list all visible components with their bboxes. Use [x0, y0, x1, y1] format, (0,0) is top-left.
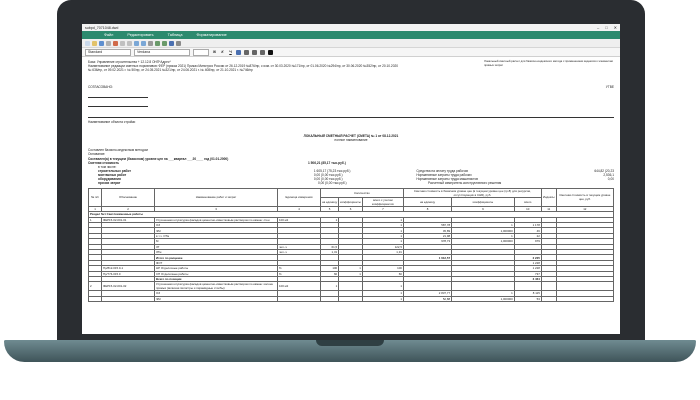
column-number: 9 — [452, 206, 515, 211]
toolbar — [82, 39, 620, 48]
style-select[interactable]: Standard — [85, 49, 131, 56]
table-cell-cur — [556, 282, 613, 291]
summary-value: 0,00 (0,00 тыс.руб.) — [313, 176, 343, 181]
table-header: всего — [514, 197, 541, 206]
close-icon[interactable]: ✕ — [613, 25, 617, 30]
basis-line: Составлен базисно-индексным методом — [88, 148, 148, 153]
calc-subtitle: полное наименование — [334, 138, 368, 143]
table-cell-q2 — [339, 282, 363, 291]
table-header: коэффициенты — [452, 197, 515, 206]
table-cell-c3: 1 228 — [514, 266, 541, 271]
approved-label: УТВЕ — [605, 84, 614, 89]
summary-right-label: Средства на оплату труда рабочих — [416, 168, 469, 173]
table-cell-name: М — [155, 239, 278, 244]
table-cell-q2: 1 — [339, 271, 363, 276]
table-cell-c1: 1 612,57 — [403, 255, 451, 260]
bold-icon[interactable]: Ж — [212, 50, 217, 54]
table-header: на единицу — [321, 197, 339, 206]
copy-icon[interactable] — [120, 41, 125, 46]
table-cell-code: Пр/774-015.0 — [102, 271, 155, 276]
table-header: Сметная стоимость в текущем уровне цен, руб. — [556, 188, 613, 206]
table-cell-c3: 979 — [514, 239, 541, 244]
summary-right-value: 2,536,1 — [603, 172, 614, 177]
table-cell-c2: 1,000000 — [452, 239, 515, 244]
save-icon[interactable] — [99, 41, 104, 46]
insert-column-icon[interactable] — [162, 41, 167, 46]
table-cell-q1: 1 — [321, 282, 339, 291]
justify-icon[interactable] — [260, 50, 265, 55]
table-cell-name: Всего по позиции — [155, 276, 278, 281]
summary-label: в том числе: — [98, 164, 117, 169]
table-cell-name: в т.ч. ОТм — [155, 233, 278, 238]
text-color-icon[interactable] — [268, 50, 273, 55]
summary-right-label: Расчетный измеритель конструктивного решения — [428, 180, 502, 185]
section-title: Раздел №1 Светлокаменные работы — [89, 212, 614, 217]
table-group-header: Сметная стоимость в базисном уровне цен (в текущем уровне цен (гр.8) для ресурсов, отсутствующих в СНБ), руб. — [403, 188, 541, 197]
summary-label: монтажных работ — [98, 172, 127, 177]
table-cell-q1: 1,31 — [321, 249, 339, 254]
basis-line: Основание: — [88, 152, 106, 157]
table-cell-q3: 1 — [362, 296, 403, 301]
table-row[interactable] — [89, 282, 614, 291]
table-cell-q3: 1 — [362, 223, 403, 228]
menu-bar — [82, 31, 620, 39]
table-cell-c3: 46 — [514, 228, 541, 233]
summary-label: прочих затрат — [98, 180, 121, 185]
table-cell-q3: 1 — [362, 228, 403, 233]
table-header: № п/п — [89, 188, 102, 206]
table-cell-q3: 1 — [362, 282, 403, 291]
header-line: Наименование редакции сметных нормативов: ФЕР (приказ 2021) Приказ Минстроя России от 26.12.2019 №876/пр, с изм. от 30.03.2020 №171/пр, от 01.06.2020 №294/пр, от 30.06.2020 №352/пр, от 20.10.2020 — [88, 64, 399, 69]
table-cell-name: СП Отделочные работы — [155, 271, 278, 276]
table-cell-code: ФЕР15-02-001-01 — [102, 217, 155, 222]
font-select[interactable]: Verdana — [134, 49, 190, 56]
table-cell-c3: 2 225 — [514, 255, 541, 260]
table-cell-q1: 60 — [321, 271, 339, 276]
table-cell-c1: 2 837,77 — [403, 291, 451, 296]
header-line: № 636/пр, от 09.02.2021 г. № 50/пр, от 24.05.2021 №321/пр, от 24.06.2021 г. № 408/пр, от 21.10.2021 г. №746/пр — [88, 68, 253, 73]
summary-label: строительных работ — [98, 168, 131, 173]
table-cell-idx — [541, 296, 556, 301]
table-cell-c2: 1,000000 — [452, 296, 515, 301]
summary-value: 1 506,21 (85,17 тыс.руб.) — [308, 160, 346, 165]
undo-icon[interactable] — [134, 41, 139, 46]
maximize-icon[interactable]: □ — [605, 25, 608, 30]
menu-file[interactable]: Файл — [104, 33, 114, 37]
summary-label: Сметная стоимость — [88, 160, 120, 165]
paste-icon[interactable] — [127, 41, 132, 46]
column-number: 6 — [339, 206, 363, 211]
column-number: 10 — [514, 206, 541, 211]
table-cell-q3: 60 — [362, 271, 403, 276]
header-right-note: Локальный сметный расчет для базисно-индексного метода с применением индексов к элементам прямых затрат — [484, 59, 613, 67]
table-group-header: Количество — [321, 188, 404, 197]
table-cell-code: ФЕР15-02-001-02 — [102, 282, 155, 291]
table-cell-unit: % — [278, 271, 321, 276]
table-cell-name: ЭМ — [155, 228, 278, 233]
summary-value: 0,00 (0,00 тыс.руб.) — [318, 180, 347, 185]
table-cell-code: Пр/812-015.0-1 — [102, 266, 155, 271]
table-cell-name: ОЗ — [155, 223, 278, 228]
column-number: 11 — [541, 206, 556, 211]
table-cell-c3: 3 464 — [514, 276, 541, 281]
table-header: Единица измерения — [278, 188, 321, 206]
table-cell-c3: 1 178 — [514, 223, 541, 228]
table-cell-unit: % — [278, 266, 321, 271]
table-header: коэффициенты — [339, 197, 363, 206]
menu-edit[interactable]: Редактировать — [127, 33, 154, 37]
borders-icon[interactable] — [176, 41, 181, 46]
table-cell-q2 — [339, 296, 363, 301]
table-cell-c2: 1 — [452, 223, 515, 228]
summary-right-label: Нормативные затраты труда рабочих — [416, 172, 472, 177]
column-number: 3 — [155, 206, 278, 211]
summary-right-value: 644,82 (20,23 — [594, 168, 614, 173]
italic-icon[interactable]: К — [221, 50, 224, 54]
table-cell-code — [102, 296, 155, 301]
table-cell-c3: 1 228 — [514, 260, 541, 265]
object-label: Наименование объекта стройки — [88, 119, 136, 124]
table-cell-q3: 1 — [362, 239, 403, 244]
menu-table[interactable]: Таблица — [167, 33, 183, 37]
table-cell-name: НР Отделочные работы — [155, 266, 278, 271]
font-size-select[interactable] — [193, 49, 209, 56]
underline-icon[interactable]: Ч — [229, 50, 232, 54]
table-cell-q3: 1 — [362, 291, 403, 296]
signature-line — [88, 106, 148, 107]
table-cell-q3: 1 — [362, 233, 403, 238]
table-cell-name: ЗТ — [155, 244, 278, 249]
column-number: 8 — [403, 206, 451, 211]
table-cell-name: Улучшенная штукатурка фасадов цементно-известковым раствором по камню: стен — [155, 217, 278, 222]
summary-label: оборудования — [98, 176, 121, 181]
cut-icon[interactable] — [113, 41, 118, 46]
open-icon[interactable] — [92, 41, 97, 46]
table-cell-unit: 100 м2 — [278, 282, 321, 291]
table-cell-unit: чел.-ч — [278, 249, 321, 254]
table-cell-name: ОЗ — [155, 291, 278, 296]
app-window — [82, 24, 620, 334]
table-cell-unit: 100 м2 — [278, 217, 321, 222]
header-line: База: Управление строительства + 12.12.8 ОНП*Адрес* — [88, 60, 171, 64]
basis-line: Составлен(а) в текущем (базисном) уровне цен на ___квартал ___20____ год (01.01.2000) — [88, 156, 229, 161]
table-cell-c2: 1 — [452, 233, 515, 238]
table-cell-q1: 1 — [321, 217, 339, 222]
redo-icon[interactable] — [141, 41, 146, 46]
column-number: 7 — [362, 206, 403, 211]
table-cell-name: ЗТм — [155, 249, 278, 254]
table-cell-c3: 8 115 — [514, 291, 541, 296]
summary-right-label: Нормативные затраты труда машинистов — [416, 176, 478, 181]
print-icon[interactable] — [106, 41, 111, 46]
table-cell-name: Итого по расценке — [155, 255, 278, 260]
summary-block — [88, 161, 614, 185]
table-cell-c2: 1,000000 — [452, 228, 515, 233]
table-cell-unit: чел.-ч — [278, 244, 321, 249]
table-cell-name: Улучшенная штукатурка фасадов цементно-известковым раствором по камню: колонн прямых (включая пилястры и пирамидные столбы) — [155, 282, 278, 291]
menu-format[interactable]: Форматирование — [196, 33, 227, 37]
table-cell-c1: 52,88 — [403, 296, 451, 301]
table-cell-idx — [541, 282, 556, 291]
table-cell-unit — [278, 296, 321, 301]
table-cell-q3: 122,5 — [362, 244, 403, 249]
summary-value: 1 605,17 (75,23 тыс.руб.) — [313, 168, 351, 173]
table-cell-q3: 1,31 — [362, 249, 403, 254]
table-cell-c3: 737 — [514, 271, 541, 276]
estimate-table — [88, 188, 614, 302]
insert-table-icon[interactable] — [148, 41, 153, 46]
merge-cells-icon[interactable] — [169, 41, 174, 46]
table-header: Наименование работ и затрат — [155, 188, 278, 206]
table-cell-name: ФОТ — [155, 260, 278, 265]
column-number: 5 — [321, 206, 339, 211]
window-title: subpd_7071048.dwd — [85, 25, 119, 30]
table-cell-q1 — [321, 296, 339, 301]
table-cell-c3: 53 — [514, 296, 541, 301]
summary-right-value: 0,00 — [607, 176, 614, 181]
align-right-icon[interactable] — [252, 50, 257, 55]
table-cell-c1: 587,78 — [403, 223, 451, 228]
table-header: всего с учетом коэффициентов — [362, 197, 403, 206]
column-number: 4 — [278, 206, 321, 211]
table-cell-q3: 100 — [362, 266, 403, 271]
table-cell-c2: 1 — [452, 291, 515, 296]
table-cell-n — [89, 296, 102, 301]
table-cell-q1: 100 — [321, 266, 339, 271]
signature-line — [88, 97, 148, 98]
calc-title: ЛОКАЛЬНЫЙ СМЕТНЫЙ РАСЧЕТ (СМЕТА) № 1 от 08.12.2021 — [303, 133, 399, 138]
table-header: на единицу — [403, 197, 451, 206]
table-cell-q3: 1 — [362, 217, 403, 222]
estimate-table-body — [89, 212, 614, 302]
title-bar — [82, 24, 620, 31]
table-cell-c1: 21,98 — [403, 233, 451, 238]
table-cell-c1: 45,89 — [403, 228, 451, 233]
object-name-line — [88, 117, 614, 118]
table-cell-c3: 22 — [514, 233, 541, 238]
format-toolbar — [82, 48, 620, 57]
table-header: Обоснование — [102, 188, 155, 206]
new-icon[interactable] — [85, 41, 90, 46]
table-cell-name: ЭМ — [155, 296, 278, 301]
table-cell-c2 — [452, 282, 515, 291]
table-cell-n: 2 — [89, 282, 102, 291]
table-cell-c1 — [403, 282, 451, 291]
column-number: 12 — [556, 206, 613, 211]
table-cell-c1: 978,73 — [403, 239, 451, 244]
table-cell-n: 1 — [89, 217, 102, 222]
table-header: Индексы — [541, 188, 556, 206]
align-center-icon[interactable] — [244, 50, 249, 55]
table-cell-q2: 1 — [339, 266, 363, 271]
align-left-icon[interactable] — [236, 50, 241, 55]
table-row[interactable] — [89, 296, 614, 301]
minimize-icon[interactable]: – — [596, 25, 600, 30]
column-number: 1 — [89, 206, 102, 211]
table-cell-c3 — [514, 282, 541, 291]
laptop-notch — [316, 340, 384, 346]
table-cell-q1: 61,5 — [321, 244, 339, 249]
agreed-label: СОГЛАСОВАНО: — [88, 84, 113, 89]
insert-row-icon[interactable] — [155, 41, 160, 46]
column-number: 2 — [102, 206, 155, 211]
document-page[interactable] — [82, 57, 620, 305]
table-cell-cur — [556, 296, 613, 301]
summary-value: 0,00 (0,00 тыс.руб.) — [313, 172, 343, 177]
